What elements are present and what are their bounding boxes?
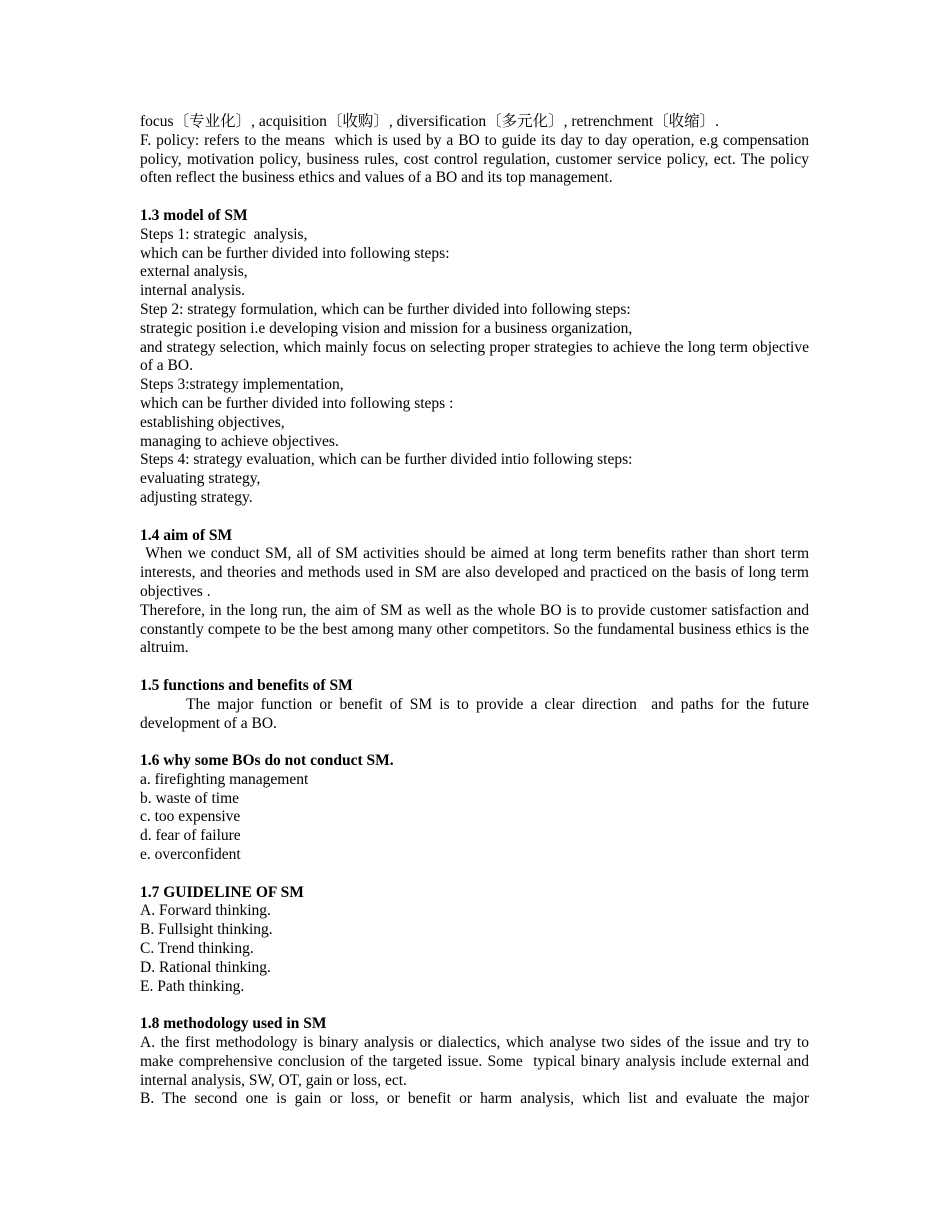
methodology-paragraph-b: B. The second one is gain or loss, or benefit or harm analysis, which list and evaluate the major: [140, 1090, 809, 1108]
list-item: Steps 1: strategic analysis,: [140, 225, 308, 243]
section-heading-1-3: 1.3 model of SM: [140, 206, 248, 224]
list-item: B. Fullsight thinking.: [140, 921, 273, 939]
list-item: external analysis,: [140, 263, 248, 281]
section-heading-1-8: 1.8 methodology used in SM: [140, 1015, 327, 1033]
aim-paragraph-1: When we conduct SM, all of SM activities should be aimed at long term benefits rather than short term interests, and theories and methods used in SM are also developed and practiced on the basis of long term objectives .: [140, 545, 813, 600]
section-heading-1-7: 1.7 GUIDELINE OF SM: [140, 883, 304, 901]
list-item: internal analysis.: [140, 282, 246, 300]
list-item: C. Trend thinking.: [140, 940, 254, 958]
list-item: strategic position i.e developing vision and mission for a business organization,: [140, 319, 633, 337]
list-item: evaluating strategy,: [140, 470, 261, 488]
spacer: [140, 188, 809, 207]
list-item: Steps 4: strategy evaluation, which can be further divided intio following steps:: [140, 451, 633, 469]
list-item: managing to achieve objectives.: [140, 432, 339, 450]
document-page: [140, 113, 813, 1109]
functions-paragraph: The major function or benefit of SM is to provide a clear direction and paths for the future development of a BO.: [140, 695, 813, 732]
spacer: [140, 658, 809, 677]
section-heading-1-5: 1.5 functions and benefits of SM: [140, 676, 353, 694]
spacer: [140, 996, 809, 1015]
policy-paragraph: F. policy: refers to the means which is used by a BO to guide its day to day operation, e.g compensation policy, motivation policy, business rules, cost control regulation, customer service policy, ect. The policy often reflect the business ethics and values of a BO and its top management.: [140, 131, 813, 187]
methodology-paragraph-a: A. the first methodology is binary analysis or dialectics, which analyse two sides of the issue and try to make comprehensive conclusion of the targeted issue. Some typical binary analysis include external and internal analysis, SW, OT, gain or loss, ect.: [140, 1034, 813, 1089]
strategy-selection-paragraph: and strategy selection, which mainly focus on selecting proper strategies to achieve the long term objective of a BO.: [140, 338, 813, 375]
list-item: Step 2: strategy formulation, which can be further divided into following steps:: [140, 300, 631, 318]
section-heading-1-4: 1.4 aim of SM: [140, 526, 233, 544]
spacer: [140, 733, 809, 752]
strategy-types-line: focus〔专业化〕, acquisition〔收购〕, diversification〔多元化〕, retrenchment〔收缩〕.: [140, 113, 720, 130]
list-item: c. too expensive: [140, 808, 241, 826]
section-heading-1-6: 1.6 why some BOs do not conduct SM.: [140, 752, 394, 770]
list-item: adjusting strategy.: [140, 488, 253, 506]
list-item: which can be further divided into following steps :: [140, 394, 454, 412]
list-item: which can be further divided into following steps:: [140, 244, 450, 262]
list-item: D. Rational thinking.: [140, 958, 271, 976]
list-item: establishing objectives,: [140, 413, 285, 431]
list-item: d. fear of failure: [140, 827, 241, 845]
list-item: Steps 3:strategy implementation,: [140, 376, 344, 394]
spacer: [140, 865, 809, 884]
list-item: A. Forward thinking.: [140, 902, 271, 920]
list-item: a. firefighting management: [140, 770, 309, 788]
spacer: [140, 508, 809, 527]
list-item: e. overconfident: [140, 846, 241, 864]
list-item: E. Path thinking.: [140, 977, 245, 995]
aim-paragraph-2: Therefore, in the long run, the aim of SM as well as the whole BO is to provide customer satisfaction and constantly compete to be the best among many other competitors. So the fundamental business ethics is the altruim.: [140, 601, 813, 657]
list-item: b. waste of time: [140, 789, 240, 807]
